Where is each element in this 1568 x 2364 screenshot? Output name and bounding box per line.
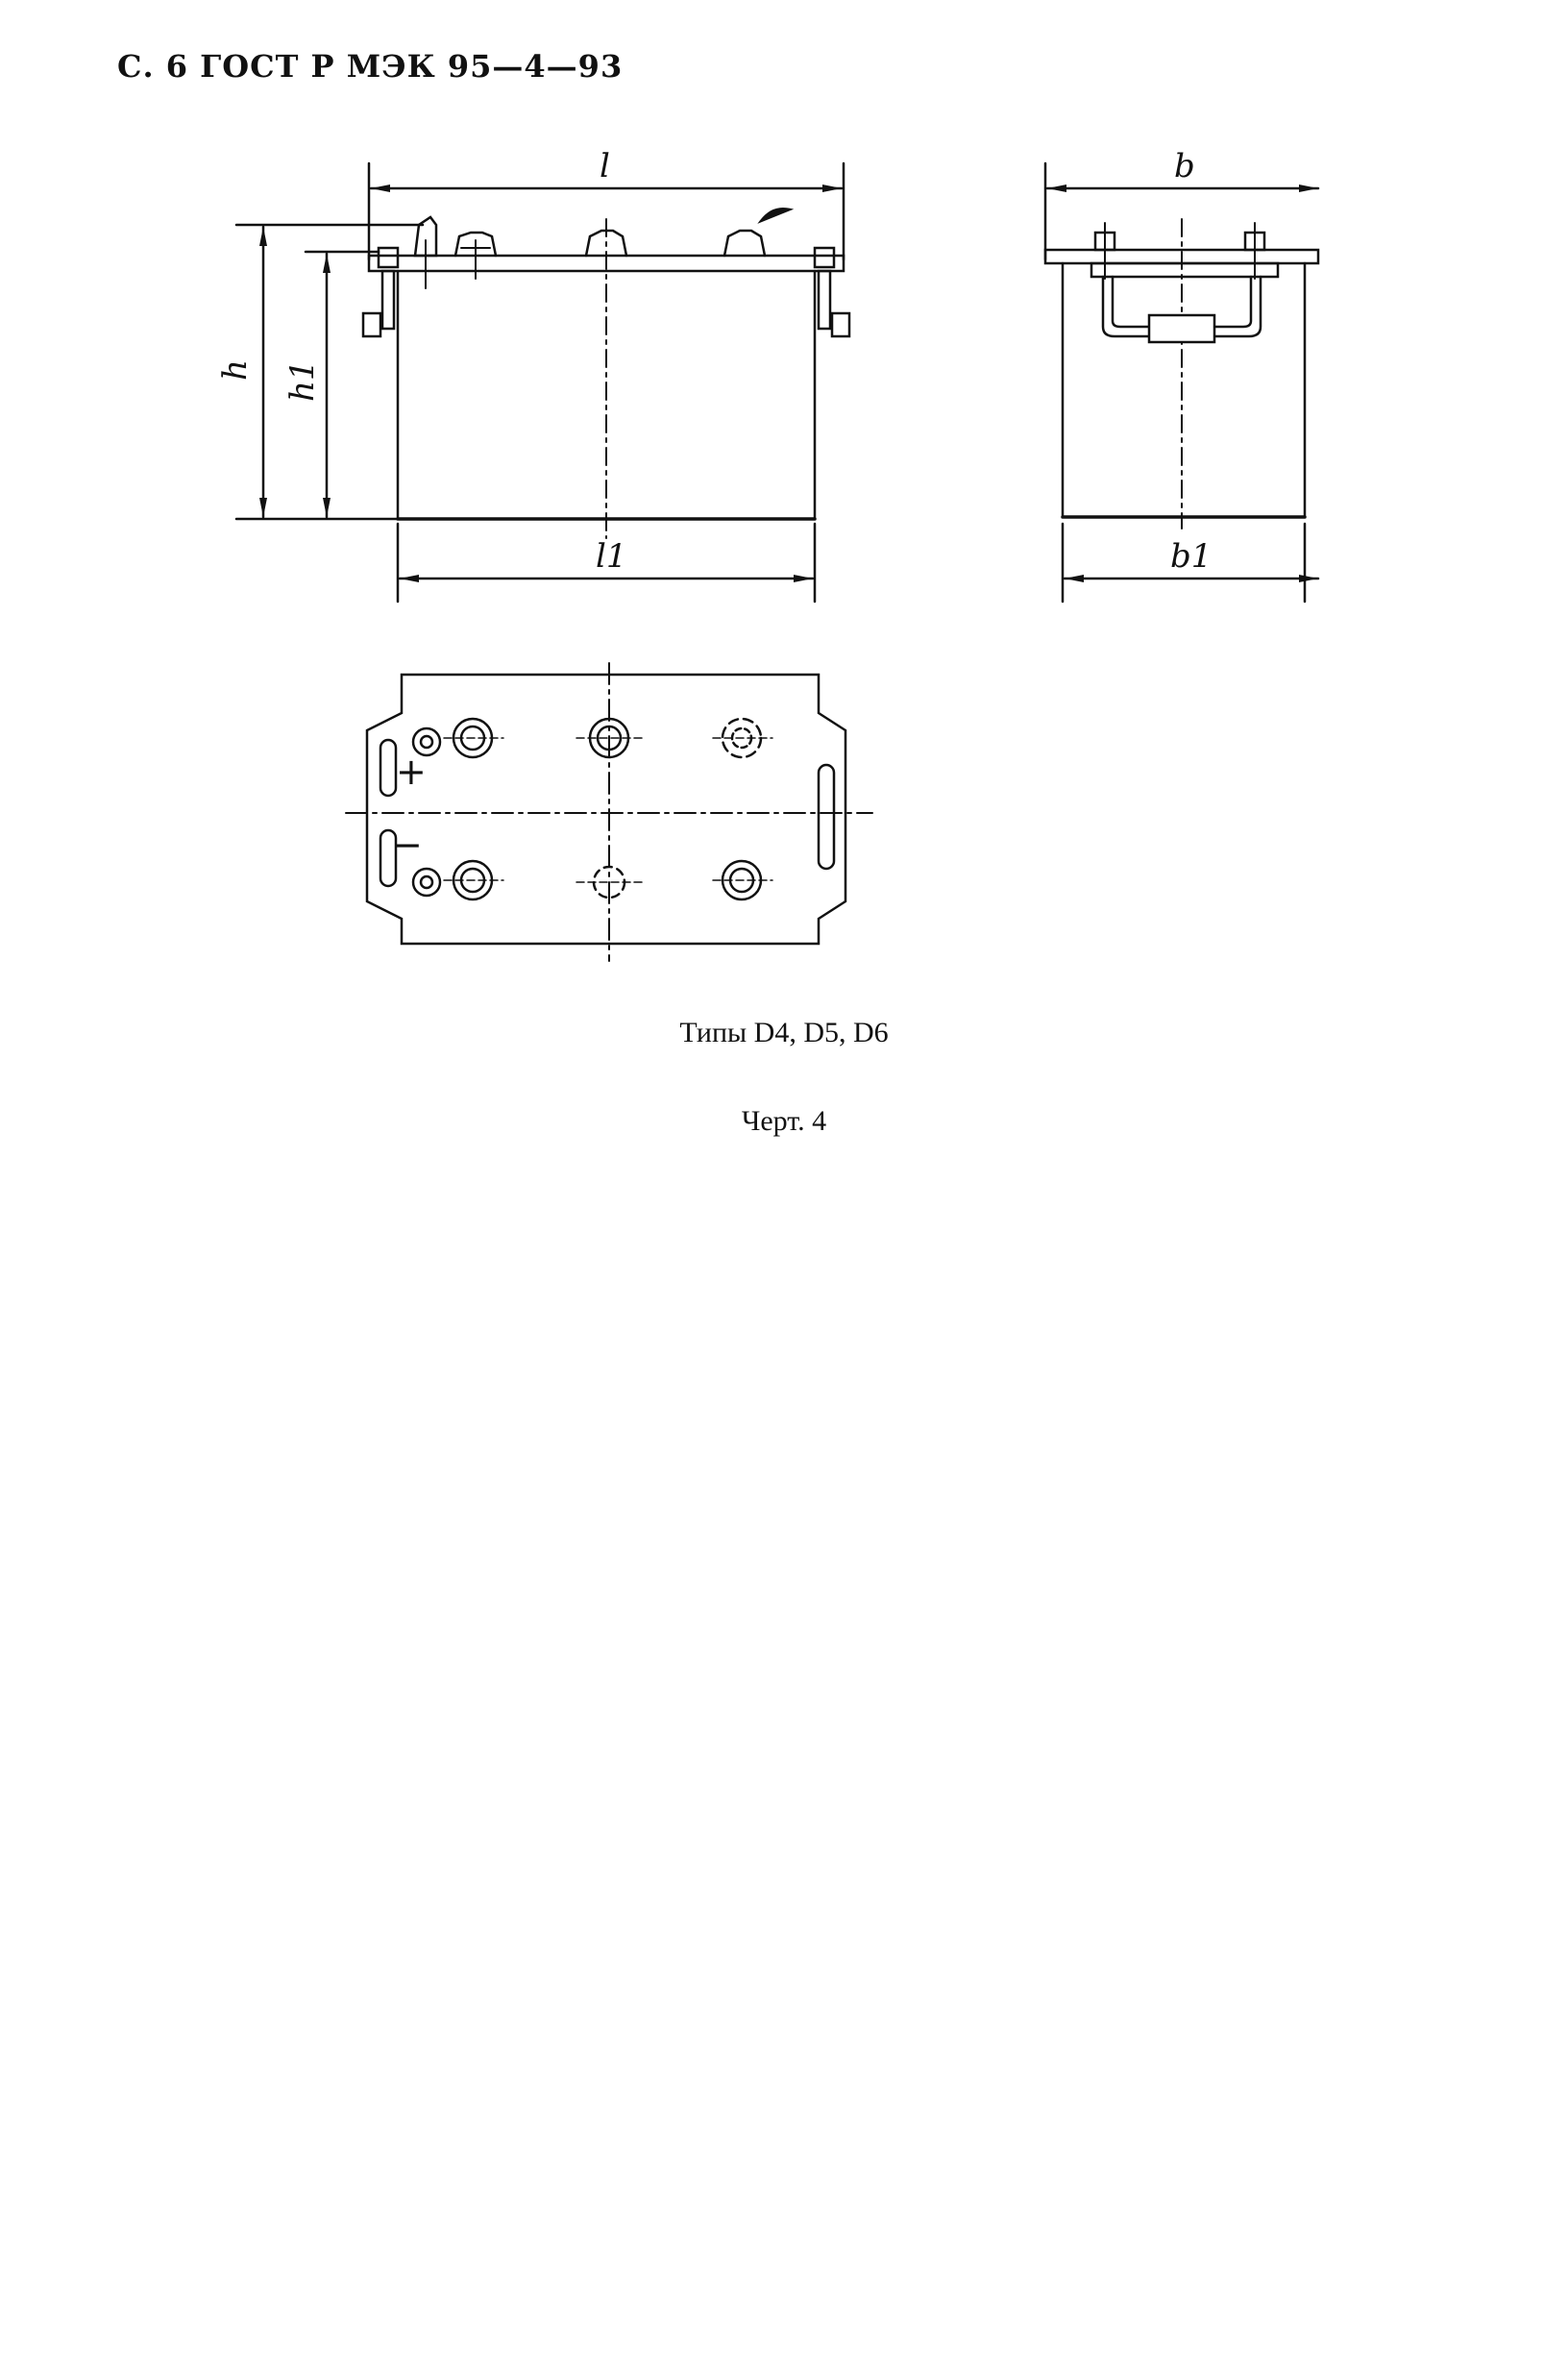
types-caption: Типы D4, D5, D6 (679, 1017, 889, 1048)
terminal-minus-pole (413, 869, 440, 896)
battery-technical-drawing (0, 0, 1568, 999)
dim-label-l: l (600, 147, 610, 185)
front-view (216, 147, 849, 602)
page-header: С. 6 ГОСТ Р МЭК 95—4—93 (117, 48, 624, 85)
dim-label-b: b (1174, 147, 1195, 185)
terminal-plus-symbol: + (396, 751, 427, 793)
figure-caption: Черт. 4 (741, 1105, 827, 1137)
dim-label-h: h (216, 359, 255, 381)
dim-label-b1: b1 (1170, 537, 1213, 576)
top-view (346, 663, 872, 961)
terminal-minus-symbol: − (392, 824, 423, 866)
side-view (1045, 147, 1318, 602)
dim-label-l1: l1 (596, 537, 627, 576)
dim-label-h1: h1 (283, 359, 322, 402)
